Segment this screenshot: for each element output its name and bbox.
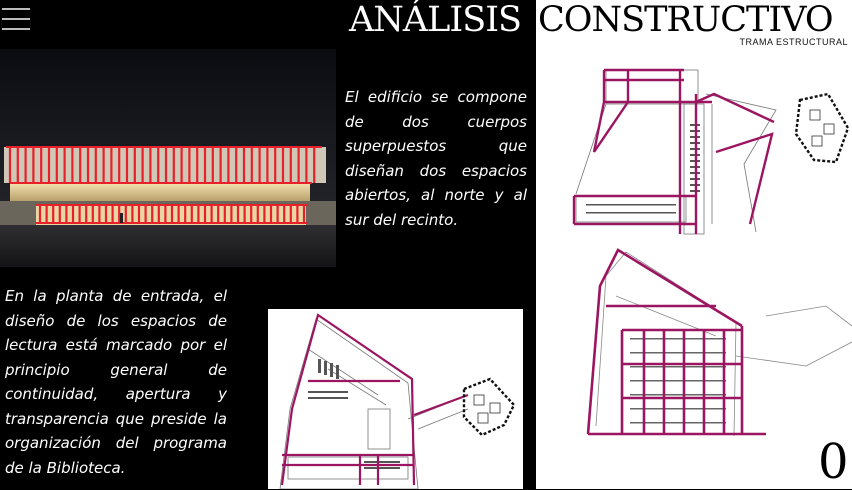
- ground-floor-plan: [268, 309, 523, 489]
- description-paragraph-2: En la planta de entrada, el diseño de los espacios de lectura está marcado por el principio general de continuidad, apertura y transparencia que preside la organización del programa de la Biblioteca.: [5, 287, 227, 477]
- description-paragraph-1: El edificio se compone de dos cuerpos superpuestos que diseñan dos espacios abiertos, al norte y al sur del recinto.: [345, 88, 527, 229]
- page-title-left: ANÁLISIS: [349, 0, 522, 40]
- page-title-right: CONSTRUCTIVO: [538, 0, 833, 40]
- building-night-photo: [0, 49, 336, 267]
- section-subtitle: TRAMA ESTRUCTURAL: [739, 37, 848, 47]
- page-number: 0: [818, 434, 849, 490]
- upper-floor-plan: [566, 64, 852, 240]
- hamburger-menu-icon[interactable]: [2, 8, 30, 32]
- reading-floor-plan: [566, 246, 852, 444]
